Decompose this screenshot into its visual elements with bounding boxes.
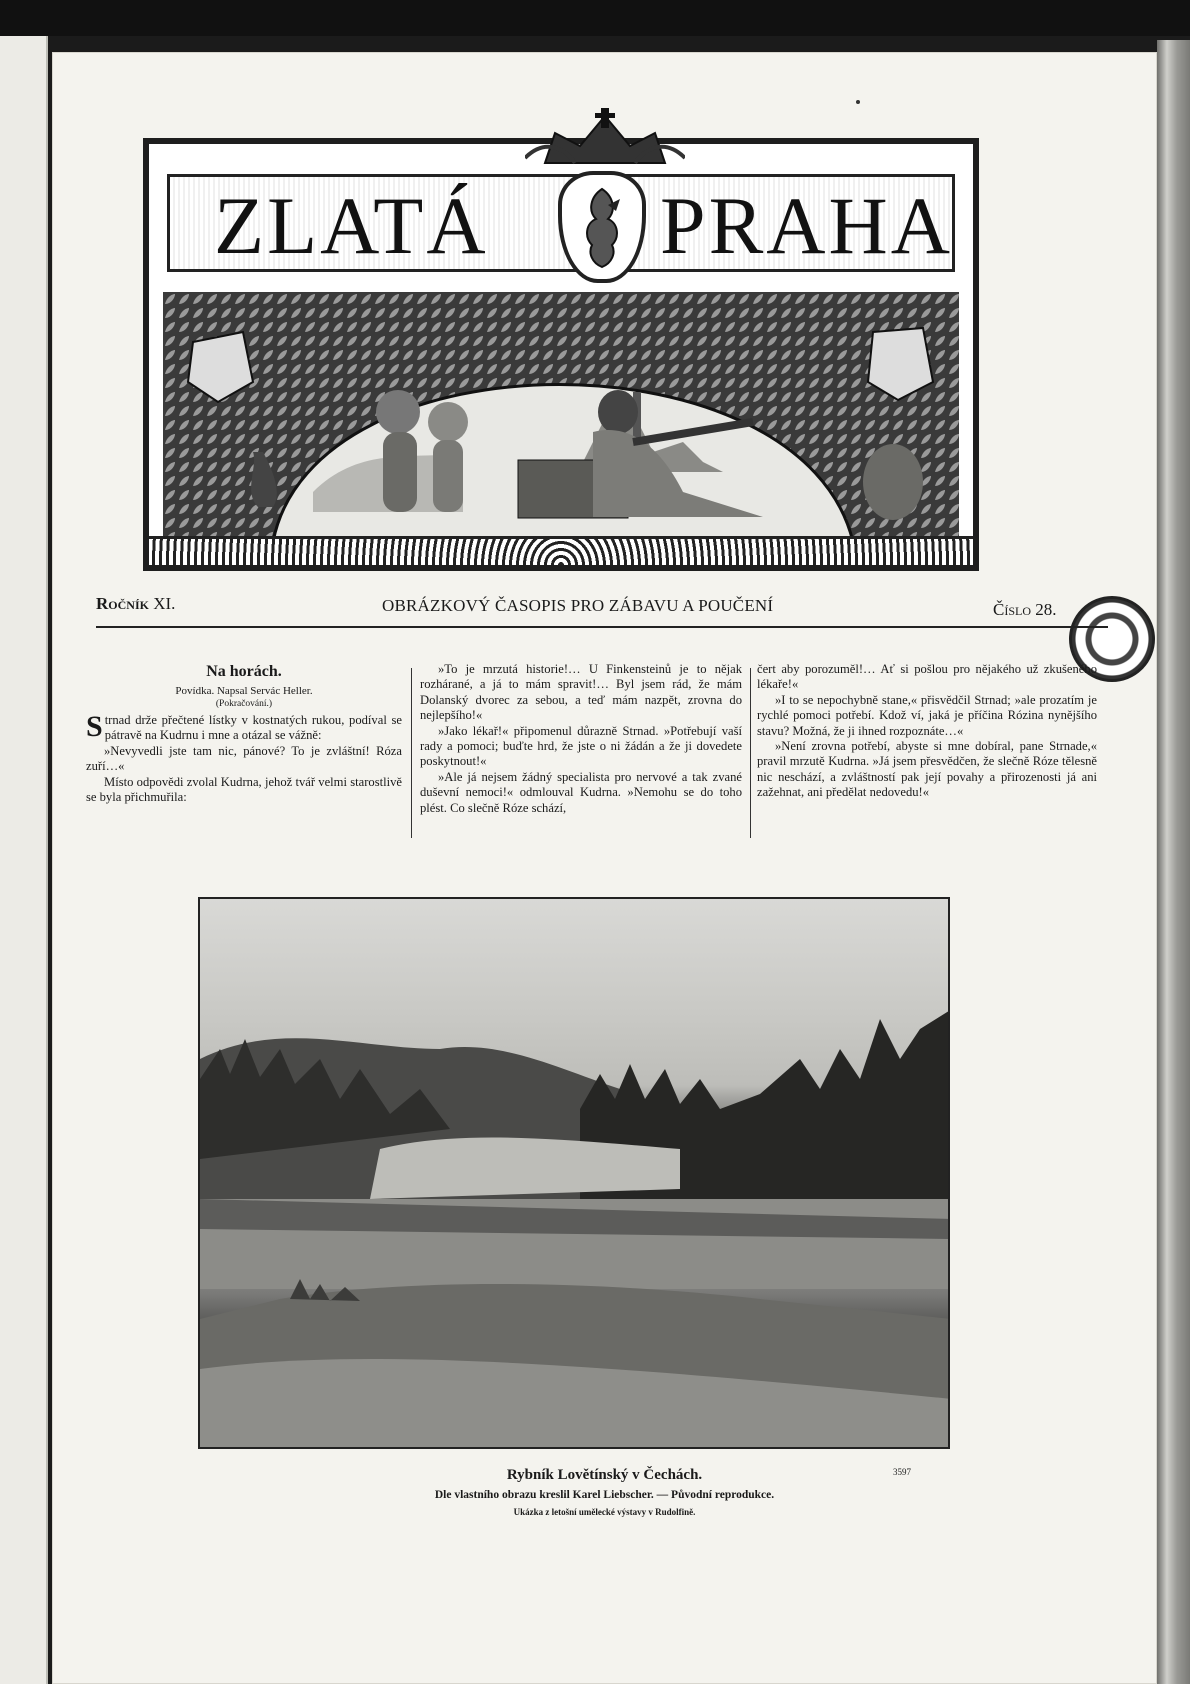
picture-note: Ukázka z letošní umělecké výstavy v Rudolfině. <box>513 1507 696 1517</box>
title-band <box>167 174 955 272</box>
paragraph: »Jako lékař!« připomenul důrazně Strnad. »Potřebují vaší rady a pomoci; buďte hrd, že jste o ni žádán a že ji dovedete poskytnout!« <box>420 723 742 769</box>
ink-dot <box>856 100 860 104</box>
issue-number: Číslo 28. <box>993 600 1057 619</box>
paragraph: Strnad drže přečtené lístky v kostnatých rukou, podíval se pátravě na Kudrnu i mne a otázal se vážně: <box>86 710 402 743</box>
column-divider <box>411 668 412 838</box>
previous-page-edge <box>0 36 48 1684</box>
paragraph: »Není zrovna potřebí, abyste si mne dobíral, pane Strnade,« pravil mrzutě Kudrna. »Já jsem přesvědčen, že slečně Róze tělesně nic neschází, a zvláštností pak její povahy a přirozenosti já ani zažehnat, ani předělat nedovedu!« <box>757 739 1097 800</box>
paragraph: Místo odpovědi zvolal Kudrna, jehož tvář velmi starostlivě se byla přichmuřila: <box>86 774 402 805</box>
paragraph: »I to se nepochybně stane,« přisvědčil Strnad; »ale prozatím je rychlé pomoci potřebí. Kdož ví, jaká je příčina Rózina nynějšího stavu? Možná, že ji ihned rozpoznáte…« <box>757 692 1097 738</box>
volume-label: Ročník XI. <box>96 594 176 613</box>
crown-icon <box>525 108 685 170</box>
story-title: Na horách. <box>206 663 282 680</box>
masthead-title-right: PRAHA <box>660 180 953 271</box>
story-column-2 <box>420 662 742 816</box>
header-rule <box>96 626 1108 628</box>
picture-credit: Dle vlastního obrazu kreslil Karel Liebscher. — Původní reprodukce. <box>434 1489 775 1501</box>
masthead-illustration <box>143 138 979 571</box>
story-column-3 <box>757 662 1097 801</box>
masthead-title-left: ZLATÁ <box>214 180 489 271</box>
landscape-engraving <box>198 897 950 1449</box>
lion-shield-icon <box>558 171 646 283</box>
scan-top-band <box>0 0 1190 36</box>
paragraph: »Nevyvedli jste tam nic, pánové? To je zvláštní! Róza zuří…« <box>86 743 402 774</box>
column-divider <box>750 668 751 838</box>
paragraph: »To je mrzutá historie!… U Finkensteinů je to nějak rozhárané, a já to mám spravit!… Byl jsem rád, že mám Dolanský dvorec za sebou, a teď mám nazpět, zrovna do nejlepšího!« <box>420 662 742 723</box>
story-author: Povídka. Napsal Servác Heller. <box>175 685 313 697</box>
magazine-subtitle: OBRÁZKOVÝ ČASOPIS PRO ZÁBAVU A POUČENÍ <box>382 596 774 615</box>
paragraph: »Ale já nejsem žádný specialista pro nervové a tak zvané duševní nemoci!« odmlouval Kudrna. »Nemohu se do toho plést. Co slečně Róze schází, <box>420 769 742 815</box>
drop-cap: S <box>86 710 103 743</box>
picture-caption-block <box>52 1466 1157 1518</box>
paragraph: čert aby porozuměl!… Ať si pošlou pro nějakého už zkušeného lékaře!« <box>757 662 1097 692</box>
allegory-scene <box>163 292 959 542</box>
story-column-1 <box>86 662 402 805</box>
picture-title: Rybník Lovětínský v Čechách. <box>506 1467 703 1483</box>
wave-ornament-border <box>149 536 973 565</box>
story-continued-note: (Pokračování.) <box>215 699 273 709</box>
page-number: 3597 <box>893 1467 911 1477</box>
page-stack-edge <box>1157 40 1190 1684</box>
